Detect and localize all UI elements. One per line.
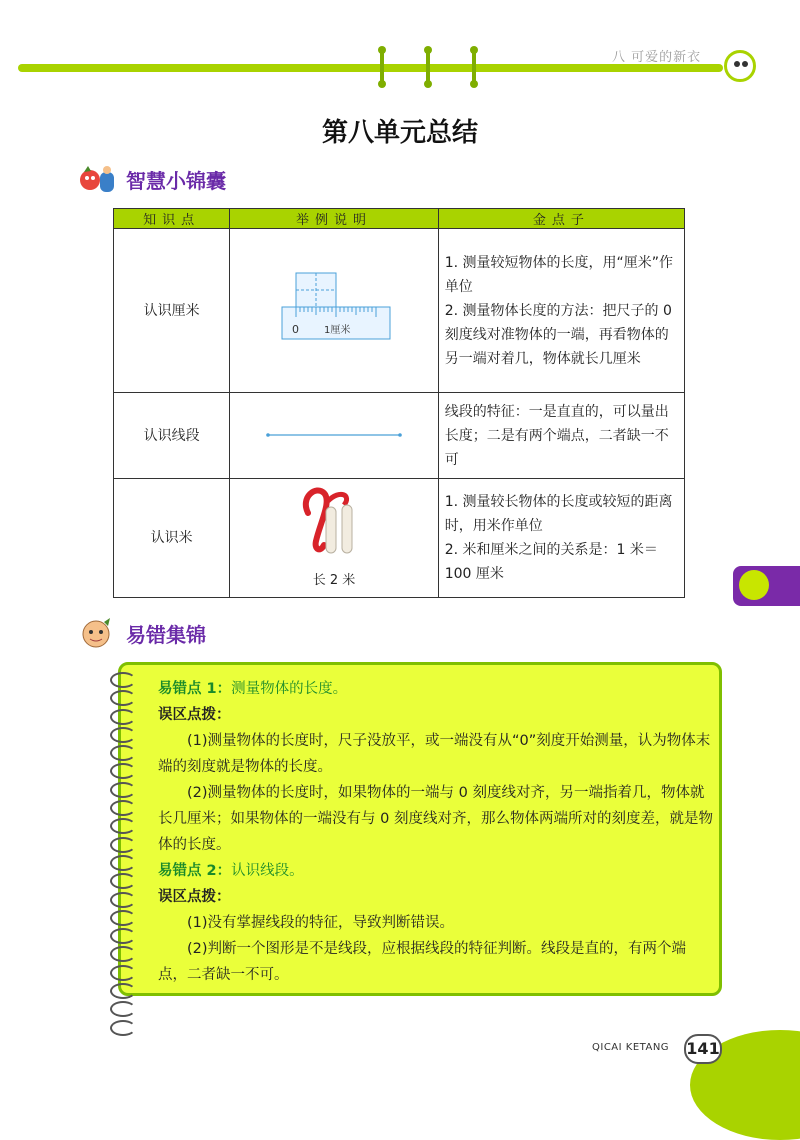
jump-rope-image bbox=[236, 483, 432, 569]
hint-heading: 误区点拨： bbox=[158, 707, 231, 723]
topic-cell: 认识线段 bbox=[114, 393, 230, 479]
frog-icon bbox=[739, 570, 769, 600]
table-row bbox=[114, 229, 685, 393]
ruler-cm-label: 1厘米 bbox=[323, 324, 351, 336]
column-header: 举例说明 bbox=[230, 209, 439, 229]
page-number: 141 bbox=[684, 1034, 722, 1064]
chapter-title: 八 可爱的新衣 bbox=[612, 50, 702, 65]
characters-icon bbox=[78, 162, 118, 196]
knowledge-table bbox=[113, 208, 685, 598]
footer-brand: QICAI KETANG bbox=[592, 1042, 670, 1053]
tip-cell bbox=[438, 229, 684, 393]
column-header: 知识点 bbox=[114, 209, 230, 229]
table-header-row bbox=[114, 209, 685, 229]
hint-heading: 误区点拨： bbox=[158, 889, 231, 905]
image-caption: 长 2 米 bbox=[312, 573, 356, 588]
tip-line: 1. 测量较长物体的长度或较短的距离时，用米作单位 bbox=[444, 494, 673, 534]
tip-line: 2. 米和厘米之间的关系是：1 米＝100 厘米 bbox=[444, 542, 658, 582]
hint-paragraph: (1)测量物体的长度时，尺子没放平，或一端没有从“0”刻度开始测量，认为物体末端的刻度就是物体的长度。 bbox=[158, 733, 711, 775]
mascot-icon bbox=[724, 50, 756, 82]
section-heading-mistakes bbox=[78, 616, 206, 650]
mistake-point: 易错点 1：测量物体的长度。 bbox=[158, 681, 348, 697]
section-title: 易错集锦 bbox=[126, 622, 206, 647]
line-segment-illustration bbox=[230, 393, 439, 479]
tip-cell bbox=[438, 479, 684, 598]
tip-cell: 线段的特征：一是直直的，可以量出长度；二是有两个端点，二者缺一不可 bbox=[438, 393, 684, 479]
section-title: 智慧小锦囊 bbox=[126, 168, 226, 193]
mascot-face-icon bbox=[78, 616, 118, 650]
hint-paragraph: (2)测量物体的长度时，如果物体的一端与 0 刻度线对齐，另一端指着几，物体就长几厘米；如果物体的一端没有与 0 刻度线对齐，那么物体两端所对的刻度差，就是物体的长度。 bbox=[158, 785, 713, 853]
section-heading-tips bbox=[78, 162, 226, 196]
ruler-illustration bbox=[230, 229, 439, 393]
notebook-spiral bbox=[110, 672, 140, 1038]
table-row bbox=[114, 479, 685, 598]
binder-clip-icon bbox=[424, 46, 432, 88]
hint-paragraph: (1)没有掌握线段的特征，导致判断错误。 bbox=[187, 915, 455, 931]
binder-clip-icon bbox=[378, 46, 386, 88]
ruler-zero-label: 0 bbox=[291, 322, 299, 336]
header-bar bbox=[18, 64, 723, 72]
tip-line: 1. 测量较短物体的长度，用“厘米”作单位 bbox=[444, 254, 674, 295]
hint-paragraph: (2)判断一个图形是不是线段，应根据线段的特征判断。线段是直的，有两个端点，二者缺一不可。 bbox=[158, 941, 687, 983]
column-header: 金点子 bbox=[438, 209, 684, 229]
topic-cell: 认识米 bbox=[114, 479, 230, 598]
table-row bbox=[114, 393, 685, 479]
mistakes-content bbox=[158, 676, 714, 988]
topic-cell: 认识厘米 bbox=[114, 229, 230, 393]
binder-clip-icon bbox=[470, 46, 478, 88]
side-tab bbox=[733, 566, 800, 606]
page-title: 第八单元总结 bbox=[321, 118, 478, 148]
tip-line: 2. 测量物体长度的方法：把尺子的 0 刻度线对准物体的一端，再看物体的另一端对着几，物体就长几厘米 bbox=[444, 302, 672, 367]
mistake-point: 易错点 2：认识线段。 bbox=[158, 863, 304, 879]
